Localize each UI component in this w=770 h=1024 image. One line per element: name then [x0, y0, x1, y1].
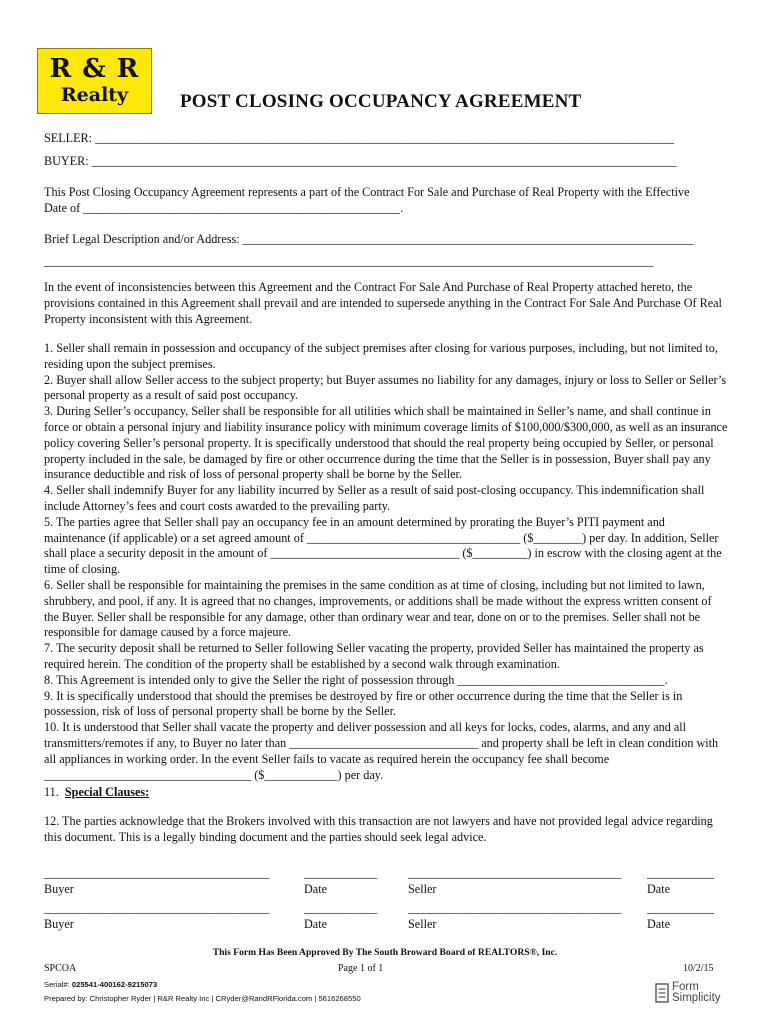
seller-label-2: Seller	[408, 917, 437, 931]
clause-2: 2. Buyer shall allow Seller access to the subject property; but Buyer assumes no liability for any damages, injury or loss to Seller or Seller’s personal property as a result of said post occupancy.	[44, 372, 727, 403]
page-number: Page 1 of 1	[338, 963, 384, 974]
company-logo	[37, 48, 152, 114]
clause-8: 8. This Agreement is intended only to give the Seller the right of possession through __________________________________.	[44, 672, 668, 687]
version-date: 10/2/15	[683, 963, 714, 974]
brand-text	[672, 982, 721, 1004]
prepared-by: Prepared by: Christopher Ryder | R&R Realty Inc | CRyder@RandRFlorida.com | 5616268550	[44, 994, 361, 1003]
clause-7: 7. The security deposit shall be returned to Seller following Seller vacating the property, provided Seller has maintained the property as required herein. The condition of the property shall be established by a second walk through examination.	[44, 641, 704, 671]
inconsistency-text: In the event of inconsistencies between this Agreement and the Contract For Sale And Purchase of Real Property attached hereto, the provisions contained in this Agreement shall prevail and are intended to supersede anything in the Contract For Sale And Purchase Of Real Property inconsistent with this Agreement.	[44, 280, 722, 326]
special-clauses-label: Special Clauses:	[64, 785, 150, 800]
serial-number	[44, 980, 157, 989]
legal-description-field-2[interactable]: ____________________________________________________________________________________________________	[44, 254, 654, 268]
seller-field[interactable]: SELLER: _______________________________________________________________________________________________	[44, 131, 675, 145]
seller-signature-line-1[interactable]: ___________________________________	[408, 866, 622, 880]
clause-12-text: 12. The parties acknowledge that the Brokers involved with this transaction are not lawyers and have not provided legal advice regarding this document. This is a legally binding document and the parties should seek legal advice.	[44, 814, 713, 844]
clause-9: 9. It is specifically understood that should the premises be destroyed by fire or other occurrence during the time that the Seller is in possession, risk of loss of personal property shall be borne by the Seller.	[44, 688, 683, 719]
serial-value: 025541-400162-9215073	[71, 980, 158, 989]
clause-10: 10. It is understood that Seller shall vacate the property and deliver possession and all keys for locks, codes, alarms, and any and all transmitters/remotes if any, to Buyer no later than _______________________________ and property shall be left in clean condition with all appliances in working order. In the event Seller fails to vacate as required herein the occupancy fee shall become __________________________________ ($____________) per day.	[44, 720, 719, 782]
buyer-date-line-2[interactable]: ____________	[304, 901, 378, 915]
seller-date-line-1[interactable]: ___________	[647, 866, 715, 880]
form-code: SPCOA	[44, 963, 77, 974]
document-icon	[655, 983, 669, 1003]
intro-text: This Post Closing Occupancy Agreement represents a part of the Contract For Sale and Purchase of Real Property with the Effective	[44, 185, 690, 199]
inconsistency-paragraph	[44, 280, 728, 327]
clause-11	[44, 785, 728, 801]
buyer-label-1: Buyer	[44, 882, 74, 896]
legal-description-field[interactable]: Brief Legal Description and/or Address: __________________________________________________________________________	[44, 232, 694, 246]
approval-note: This Form Has Been Approved By The South Broward Board of REALTORS®, Inc.	[212, 947, 558, 958]
effective-date-field[interactable]: Date of ____________________________________________________.	[44, 201, 404, 215]
date-label-1: Date	[304, 882, 328, 896]
clause-6: 6. Seller shall be responsible for maintaining the premises in the same condition as at time of closing, including but not limited to lawn, shrubbery, and pool, if any. It is agreed that no changes, improvements, or additions shall be made without the express written consent of the Buyer. Seller shall be responsible for any damage, other than ordinary wear and tear, done on or to the premises. Seller shall not be responsible for damage caused by a force majeure.	[44, 577, 712, 640]
seller-signature-line-2[interactable]: ___________________________________	[408, 901, 622, 915]
logo-line1: R & R	[49, 54, 140, 84]
form-simplicity-logo	[655, 982, 721, 1004]
buyer-signature-line-2[interactable]: _____________________________________	[44, 901, 270, 915]
clause-4: 4. Seller shall indemnify Buyer for any liability incurred by Seller as a result of said post-closing occupancy. This indemnification shall include Attorney’s fees and court costs awarded to the prevailing party.	[44, 483, 705, 513]
seller-label-1: Seller	[408, 882, 437, 896]
clause-1: 1. Seller shall remain in possession and occupancy of the subject premises after closing for various purposes, including, but not limited to, residing upon the subject premises.	[44, 341, 718, 371]
date-label-3: Date	[304, 917, 328, 931]
serial-label: Serial#:	[44, 980, 70, 989]
buyer-signature-line-1[interactable]: _____________________________________	[44, 866, 270, 880]
page-title: POST CLOSING OCCUPANCY AGREEMENT	[180, 91, 582, 112]
date-label-2: Date	[647, 882, 671, 896]
seller-date-line-2[interactable]: ___________	[647, 901, 715, 915]
brand-line-1: Form	[672, 981, 699, 993]
clause-3: 3. During Seller’s occupancy, Seller shall be responsible for all utilities which shall be maintained in Seller’s name, and shall continue in force or obtain a personal injury and liability insurance policy with minimum coverage limits of $100,000/$300,000, as well as an insurance policy covering Seller’s personal property. It is specifically understood that should the real property being occupied by Seller, or personal property included in the sale, be damaged by fire or other occurrence during the time that the Seller is in possession, Buyer shall pay any insurance deductible and risk of loss of personal property shall be borne by the Seller.	[44, 404, 728, 482]
buyer-date-line-1[interactable]: ____________	[304, 866, 378, 880]
clause-11-number: 11.	[44, 785, 59, 800]
date-label-4: Date	[647, 917, 671, 931]
clause-12	[44, 814, 728, 846]
buyer-label-2: Buyer	[44, 917, 74, 931]
brand-line-2: Simplicity	[672, 992, 721, 1004]
logo-line2: Realty	[60, 84, 129, 106]
clauses-list	[44, 341, 728, 801]
buyer-field[interactable]: BUYER: ________________________________________________________________________________________________	[44, 154, 677, 168]
clause-5: 5. The parties agree that Seller shall pay an occupancy fee in an amount determined by prorating the Buyer’s PITI payment and maintenance (if applicable) or a set agreed amount of ___________________________________ ($________) per day. In addition, Seller shall place a security deposit in the amount of _______________________________ ($_________) in escrow with the closing agent at the time of closing.	[44, 514, 722, 577]
